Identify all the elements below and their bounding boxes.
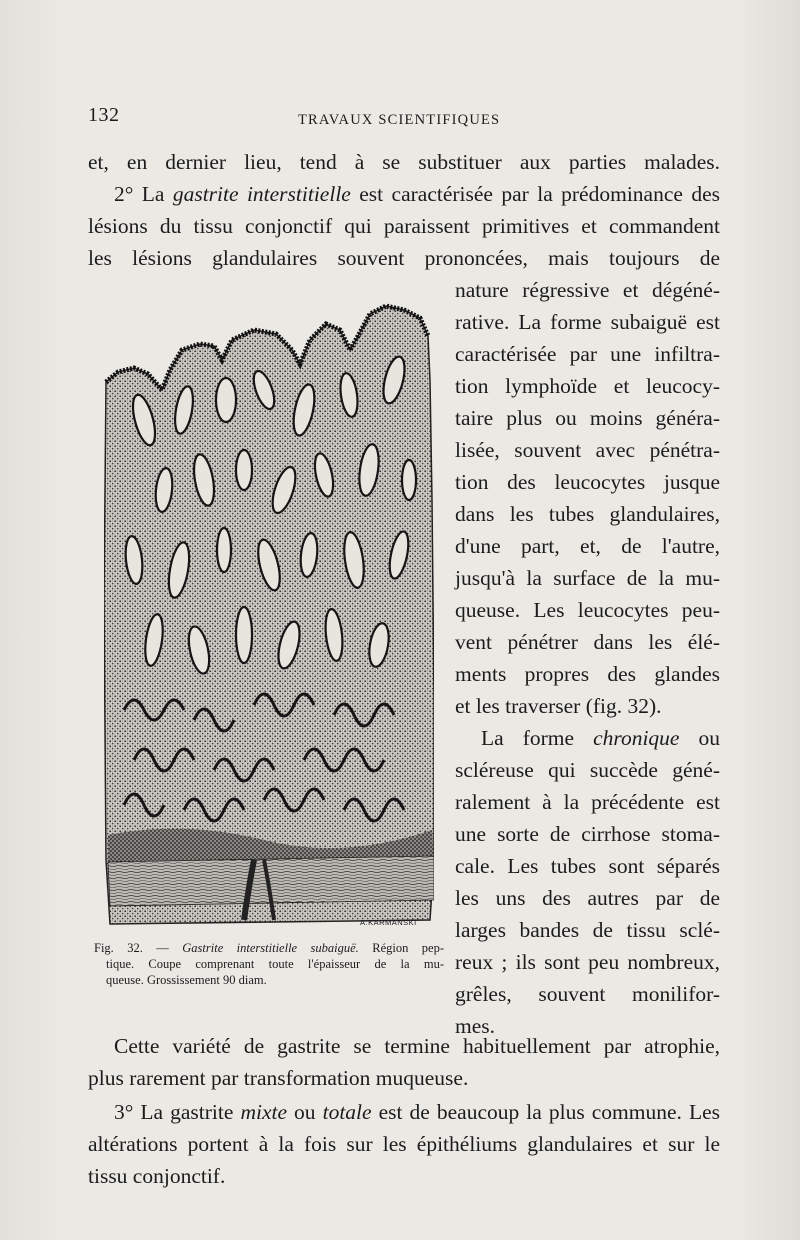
caption-line: queuse. Grossissement 90 diam. (106, 973, 267, 987)
text-line: une sorte de cirrhose stoma- (455, 822, 720, 846)
text-line: nature régressive et dégéné- (455, 278, 720, 302)
italic-term: totale (322, 1100, 372, 1124)
caption-italic: Gastrite interstitielle subaiguë. (182, 941, 359, 955)
text-line: plus rarement par transformation muqueuse. (88, 1066, 469, 1090)
text-line: altérations portent à la fois sur les épithéliums glandulaires et sur le (88, 1132, 720, 1156)
text-line: mes. (455, 1014, 496, 1038)
text-line: tion lymphoïde et leucocy- (455, 374, 720, 398)
text-line: dans les tubes glandulaires, (455, 502, 720, 526)
text-line: tion des leucocytes jusque (455, 470, 720, 494)
text-line: vent pénétrer dans les élé- (455, 630, 720, 654)
page-header (88, 104, 728, 134)
text-line: et, en dernier lieu, tend à se substituer aux parties malades. (88, 150, 720, 174)
text-line: et les traverser (fig. 32). (455, 694, 662, 718)
caption-line: Fig. 32. — Gastrite interstitielle subaiguë. Région pep- (94, 941, 444, 955)
figure-caption (94, 940, 444, 988)
text-line: grêles, souvent monilifor- (455, 982, 720, 1006)
text-line: rative. La forme subaiguë est (455, 310, 720, 334)
text-line: ralement à la précédente est (455, 790, 720, 814)
text-line: lésions du tissu conjonctif qui paraissent primitives et commandent (88, 214, 720, 238)
italic-term: chronique (593, 726, 680, 750)
italic-term: mixte (240, 1100, 288, 1124)
text-line: reux ; ils sont peu nombreux, (455, 950, 720, 974)
page-number: 132 (88, 104, 120, 126)
text-line: queuse. Les leucocytes peu- (455, 598, 720, 622)
text-line: 2° La gastrite interstitielle est caractérisée par la prédominance des (114, 182, 720, 206)
text-line: les uns des autres par de (455, 886, 720, 910)
text-line: La forme chronique ou (481, 726, 720, 750)
text-line: tissu conjonctif. (88, 1164, 226, 1188)
text-line: ments propres des glandes (455, 662, 720, 686)
text-line: cale. Les tubes sont séparés (455, 854, 720, 878)
text-line: caractérisée par une infiltra- (455, 342, 720, 366)
italic-term: gastrite interstitielle (172, 182, 351, 206)
text-line: 3° La gastrite mixte ou totale est de beaucoup la plus commune. Les (114, 1100, 720, 1124)
text-line: jusqu'à la surface de la mu- (455, 566, 720, 590)
text-line: scléreuse qui succède géné- (455, 758, 720, 782)
text-line: lisée, souvent avec pénétra- (455, 438, 720, 462)
text-line: Cette variété de gastrite se termine habituellement par atrophie, (114, 1034, 720, 1058)
caption-line: tique. Coupe comprenant toute l'épaisseur de la mu- (106, 957, 444, 971)
engraver-signature: A.KARMANSKI (360, 918, 417, 927)
running-head: TRAVAUX SCIENTIFIQUES (298, 112, 501, 128)
text-line: d'une part, et, de l'autre, (455, 534, 720, 558)
text-line: taire plus ou moins généra- (455, 406, 720, 430)
histology-figure (104, 300, 434, 930)
text-line: larges bandes de tissu sclé- (455, 918, 720, 942)
text-line: les lésions glandulaires souvent prononcées, mais toujours de (88, 246, 720, 270)
